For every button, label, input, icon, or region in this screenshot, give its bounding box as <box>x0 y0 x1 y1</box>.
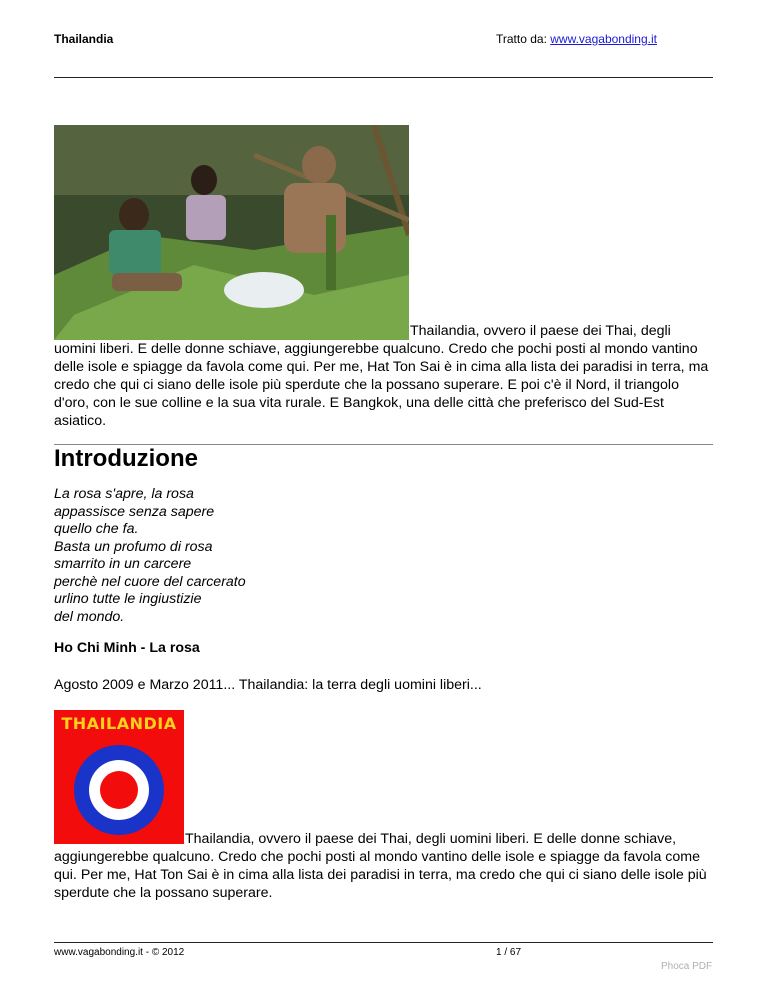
generator-credit: Phoca PDF <box>661 961 713 972</box>
village-photo-illustration <box>54 125 409 340</box>
poem-author: Ho Chi Minh - La rosa <box>54 640 200 656</box>
source-link[interactable]: www.vagabonding.it <box>550 32 657 46</box>
header-divider <box>54 77 713 78</box>
poem <box>54 486 246 626</box>
roundel-icon <box>54 710 184 844</box>
poem-line: appassisce senza sapere <box>54 503 215 520</box>
intro-text: Thailandia, ovvero il paese dei Thai, degli uomini liberi. E delle donne schiave, aggiungerebbe qualcuno. Credo che pochi posti al mondo vantino delle isole e spiagge da favola come qui. Per me, Hat Ton Sai è in cima alla lista dei paradisi in terra, ma credo che qui ci siano delle isole più sperdute che la possano superare. E poi c'è il Nord, il triangolo d'oro, con le sue colline e la sua vita rurale. E Bangkok, una delle città che preferisco del Sud-Est asiatico. <box>54 323 709 429</box>
poem-line: La rosa s'apre, la rosa <box>54 486 194 502</box>
poem-line: quello che fa. <box>54 521 139 537</box>
poem-line: smarrito in un carcere <box>54 556 192 572</box>
source-credit <box>496 32 657 46</box>
footer-copyright: www.vagabonding.it - © 2012 <box>54 947 185 958</box>
flag-title: THAILANDIA <box>61 714 177 733</box>
poem-line: Basta un profumo di rosa <box>54 538 213 555</box>
page-number: 1 / 67 <box>496 947 522 958</box>
source-label: Tratto da: <box>496 32 551 46</box>
poem-line: perchè nel cuore del carcerato <box>54 573 246 590</box>
flag-spacer <box>54 847 185 848</box>
village-photo <box>54 125 409 340</box>
section-heading: Introduzione <box>54 445 198 472</box>
dateline: Agosto 2009 e Marzo 2011... Thailandia: la terra degli uomini liberi... <box>54 677 482 693</box>
footer-divider <box>54 942 713 943</box>
thailandia-flag-image <box>54 710 184 844</box>
poem-line: urlino tutte le ingiustizie <box>54 591 202 607</box>
poem-line: del mondo. <box>54 608 125 625</box>
document-title: Thailandia <box>54 32 114 46</box>
second-text: Thailandia, ovvero il paese dei Thai, degli uomini liberi. E delle donne schiave, aggiungerebbe qualcuno. Credo che pochi posti al mondo vantino delle isole e spiagge da favola come qui. Per me, Hat Ton Sai è in cima alla lista dei paradisi in terra, ma credo che qui ci siano delle isole più sperdute che la possano superare. <box>54 831 707 901</box>
